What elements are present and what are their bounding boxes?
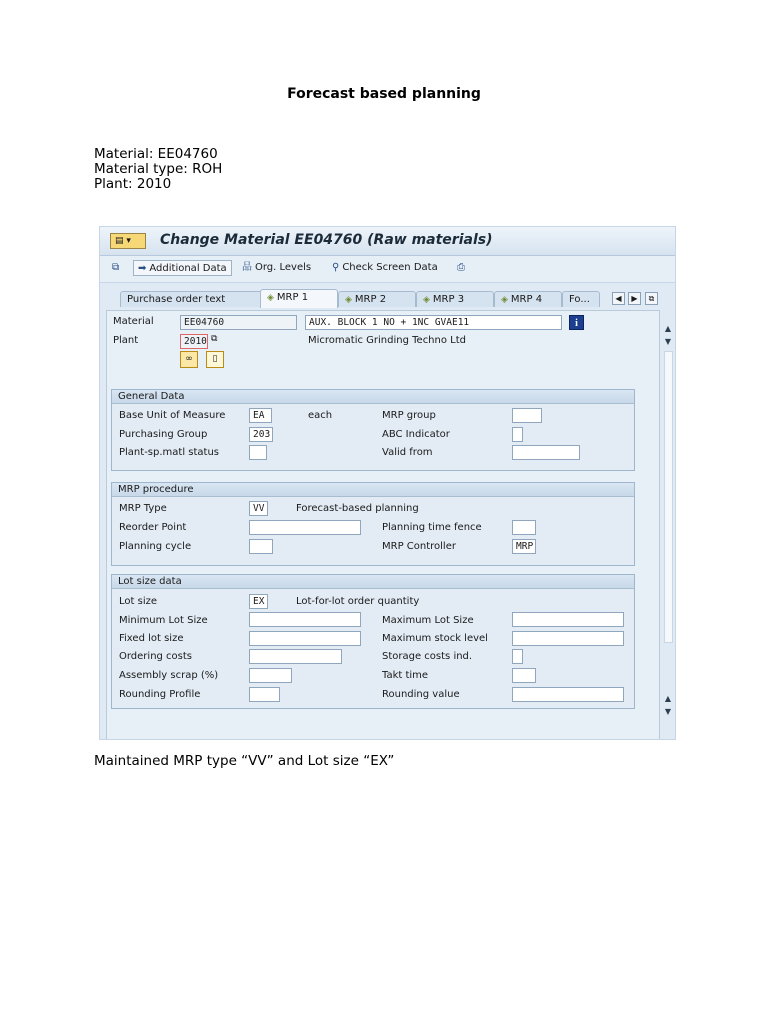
valid-from-label: Valid from: [382, 447, 433, 458]
info-button[interactable]: [569, 315, 584, 330]
scroll-up-icon[interactable]: ▲: [664, 324, 672, 333]
additional-data-label: Additional Data: [149, 263, 227, 274]
maximum-lot-size-label: Maximum Lot Size: [382, 615, 474, 626]
plant-description: Micromatic Grinding Techno Ltd: [308, 335, 466, 346]
rounding-profile-label: Rounding Profile: [119, 689, 201, 700]
tab-mrp-2[interactable]: [338, 291, 416, 307]
traffic-light-icon: ◈: [423, 295, 430, 305]
traffic-light-icon: ◈: [267, 293, 274, 303]
select-views-button[interactable]: [112, 260, 122, 276]
plant-line: Plant: 2010: [94, 176, 172, 192]
system-menu-button[interactable]: [110, 233, 146, 249]
material-label: Material: [113, 316, 154, 327]
reorder-point-field[interactable]: [249, 520, 361, 535]
vertical-scrollbar[interactable]: [662, 323, 674, 719]
chevron-left-icon: ◀: [615, 294, 622, 303]
group-header: Lot size data: [112, 575, 634, 589]
valid-from-field[interactable]: [512, 445, 580, 460]
tab-left-button[interactable]: [612, 292, 625, 305]
material-line: Material: EE04760: [94, 146, 218, 162]
mrp-group-field[interactable]: [512, 408, 542, 423]
check-screen-data-label: Check Screen Data: [342, 262, 438, 273]
tab-label: MRP 3: [432, 294, 465, 305]
check-icon: ⚲: [332, 262, 340, 273]
planning-cycle-field[interactable]: [249, 539, 273, 554]
org-levels-icon: 品: [242, 262, 252, 273]
plant-status-field[interactable]: [249, 445, 267, 460]
assembly-scrap-field[interactable]: [249, 668, 292, 683]
org-levels-button[interactable]: [242, 260, 311, 276]
scroll-up-icon[interactable]: ▲: [664, 694, 672, 703]
tab-right-button[interactable]: [628, 292, 641, 305]
scroll-down-icon[interactable]: ▼: [664, 337, 672, 346]
rounding-value-label: Rounding value: [382, 689, 460, 700]
mrp-type-field[interactable]: VV: [249, 501, 268, 516]
calendar-button[interactable]: [180, 351, 198, 368]
glasses-icon: ∞: [185, 354, 193, 364]
mrp1-panel: [106, 310, 660, 740]
tab-label: MRP 4: [510, 294, 543, 305]
lot-size-label: Lot size: [119, 596, 158, 607]
tab-list-icon: ⧉: [648, 294, 655, 303]
purchasing-group-field[interactable]: 203: [249, 427, 273, 442]
additional-data-button[interactable]: [133, 260, 232, 276]
document-title: Forecast based planning: [287, 86, 481, 102]
maximum-lot-size-field[interactable]: [512, 612, 624, 627]
maximum-stock-level-field[interactable]: [512, 631, 624, 646]
material-meta: [94, 147, 222, 192]
assembly-scrap-label: Assembly scrap (%): [119, 670, 219, 681]
tabstrip: [100, 289, 675, 309]
material-type-line: Material type: ROH: [94, 161, 223, 177]
mrp-controller-label: MRP Controller: [382, 541, 456, 552]
planning-cycle-label: Planning cycle: [119, 541, 192, 552]
tab-label: MRP 1: [276, 292, 309, 303]
mrp-type-label: MRP Type: [119, 503, 167, 514]
org-levels-label: Org. Levels: [255, 262, 312, 273]
maximum-stock-level-label: Maximum stock level: [382, 633, 488, 644]
caption: Maintained MRP type “VV” and Lot size “EX”: [94, 753, 395, 769]
mrp-procedure-group: [111, 482, 635, 566]
menu-icon: ▤ ▾: [115, 236, 131, 246]
lot-size-text: Lot-for-lot order quantity: [296, 596, 420, 607]
planning-time-fence-label: Planning time fence: [382, 522, 482, 533]
lot-size-group: [111, 574, 635, 709]
traffic-light-icon: ◈: [501, 295, 508, 305]
copy-icon[interactable]: ⧉: [211, 334, 218, 344]
base-uom-text: each: [308, 410, 333, 421]
planning-time-fence-field[interactable]: [512, 520, 536, 535]
traffic-light-icon: ◈: [345, 295, 352, 305]
base-uom-field[interactable]: EA: [249, 408, 272, 423]
tab-mrp-3[interactable]: [416, 291, 494, 307]
plant-label: Plant: [113, 335, 139, 346]
takt-time-label: Takt time: [382, 670, 429, 681]
mrp-controller-field[interactable]: MRP: [512, 539, 536, 554]
sap-titlebar: [100, 227, 675, 256]
reorder-point-label: Reorder Point: [119, 522, 187, 533]
group-header: General Data: [112, 390, 634, 404]
fixed-lot-size-label: Fixed lot size: [119, 633, 184, 644]
general-data-group: [111, 389, 635, 471]
tab-label: MRP 2: [354, 294, 387, 305]
chevron-right-icon: ▶: [631, 294, 638, 303]
application-toolbar: [100, 256, 675, 283]
material-description-field[interactable]: AUX. BLOCK 1 NO + 1NC GVAE11: [305, 315, 562, 330]
lot-size-field[interactable]: EX: [249, 594, 268, 609]
plant-field[interactable]: 2010: [180, 334, 208, 349]
abc-indicator-field[interactable]: [512, 427, 523, 442]
purchasing-group-label: Purchasing Group: [119, 429, 208, 440]
select-views-icon: ⧉: [112, 262, 120, 273]
mrp-type-text: Forecast-based planning: [296, 503, 419, 514]
minimum-lot-size-label: Minimum Lot Size: [119, 615, 208, 626]
check-screen-data-button[interactable]: [332, 260, 438, 276]
notes-button[interactable]: [206, 351, 224, 368]
mrp-group-label: MRP group: [382, 410, 436, 421]
group-header: MRP procedure: [112, 483, 634, 497]
tab-mrp-4[interactable]: [494, 291, 562, 307]
info-icon: i: [575, 318, 578, 329]
scroll-down-icon[interactable]: ▼: [664, 707, 672, 716]
storage-costs-label: Storage costs ind.: [382, 651, 473, 662]
tab-list-button[interactable]: [645, 292, 658, 305]
plant-status-label: Plant-sp.matl status: [119, 447, 220, 458]
ordering-costs-field[interactable]: [249, 649, 342, 664]
tab-purchase-order-text[interactable]: [120, 291, 262, 307]
print-button[interactable]: [457, 260, 468, 276]
minimum-lot-size-field[interactable]: [249, 612, 361, 627]
tab-label: Fo...: [569, 294, 590, 305]
tab-forecasting[interactable]: [562, 291, 600, 307]
document-icon: ▯: [212, 354, 218, 364]
abc-indicator-label: ABC Indicator: [382, 429, 450, 440]
storage-costs-field[interactable]: [512, 649, 523, 664]
rounding-value-field[interactable]: [512, 687, 624, 702]
sap-screenshot: [99, 226, 676, 740]
arrow-right-icon: ➡: [138, 263, 147, 274]
fixed-lot-size-field[interactable]: [249, 631, 361, 646]
material-field[interactable]: EE04760: [180, 315, 297, 330]
scroll-track[interactable]: [664, 351, 673, 643]
tab-label: Purchase order text: [127, 294, 226, 305]
takt-time-field[interactable]: [512, 668, 536, 683]
rounding-profile-field[interactable]: [249, 687, 280, 702]
base-uom-label: Base Unit of Measure: [119, 410, 226, 421]
tab-mrp-1[interactable]: [260, 289, 338, 308]
window-title: Change Material EE04760 (Raw materials): [160, 232, 493, 248]
ordering-costs-label: Ordering costs: [119, 651, 193, 662]
printer-icon: ⎙: [457, 262, 465, 273]
